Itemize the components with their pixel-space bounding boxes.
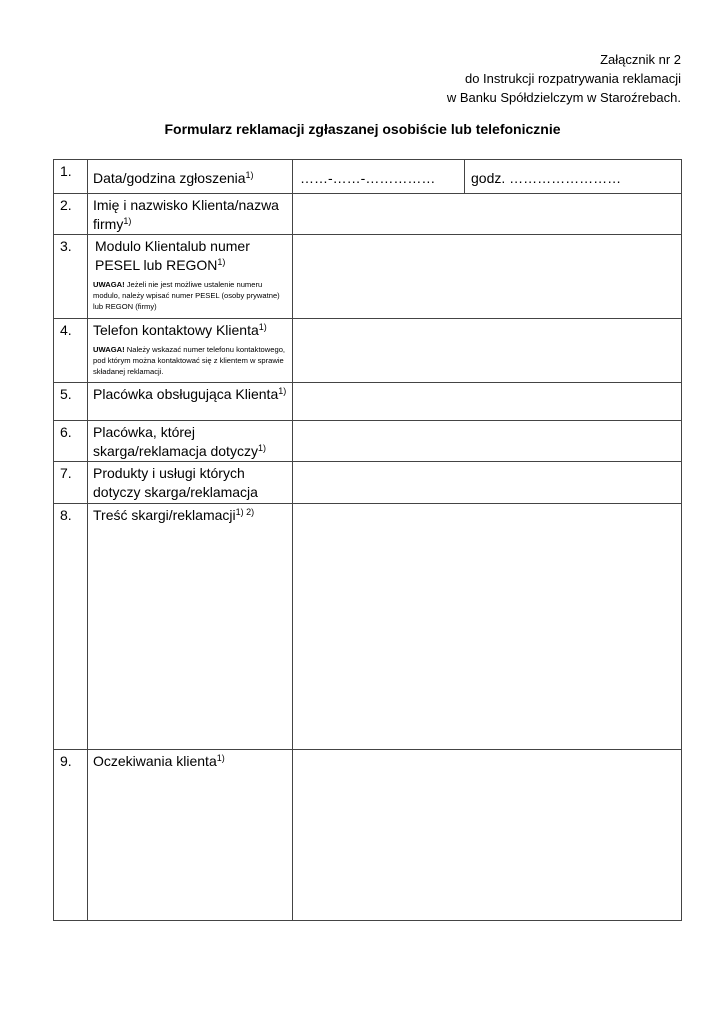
row-products [54,462,682,504]
time-field[interactable] [465,160,682,194]
row-label: Modulo Klientalub numer PESEL lub REGON$^{1)}$ UWAGA! Jeżeli nie jest możliwe ustalenie numeru modulo, należy wpisać numer PESEL (osoby prywatne) lub REGON (firmy) [88,235,293,319]
row-number: 6. [54,421,88,462]
time-placeholder: godz. …………………… [471,170,622,186]
row-number: 2. [54,194,88,235]
complaint-content-field[interactable] [293,504,682,750]
date-placeholder: ……-……-…………… [300,170,436,186]
footnote-ref: 1) [123,216,132,226]
row-label: Produkty i usługi których dotyczy skarga/reklamacja [88,462,293,504]
header-line-2: do Instrukcji rozpatrywania reklamacji [464,71,681,86]
row-phone [54,319,682,383]
row-label: Oczekiwania klienta$^{1)}$ [88,750,293,921]
row-date-time [54,160,682,194]
attachment-header [447,50,681,107]
row-label: Data/godzina zgłoszenia$^{1)}$ [88,160,293,194]
header-line-1: Załącznik nr 2 [600,52,681,67]
row-label: Placówka, której skarga/reklamacja dotyczy$^{1)}$ [88,421,293,462]
footnote-ref: 1) [278,386,287,396]
client-id-field[interactable] [293,235,682,319]
client-name-field[interactable] [293,194,682,235]
row-client-id [54,235,682,319]
footnote-ref: 1) [245,170,254,180]
row-number: 3. [54,235,88,319]
footnote-ref: 1) [216,753,225,763]
phone-field[interactable] [293,319,682,383]
complaint-form-table [53,159,682,921]
row-note: UWAGA! Jeżeli nie jest możliwe ustalenie numeru modulo, należy wpisać numer PESEL (osoby prywatne) lub REGON (firmy) [93,280,280,311]
branch-concerned-field[interactable] [293,421,682,462]
header-line-3: w Banku Spółdzielczym w Staroźrebach. [446,90,681,105]
expectations-field[interactable] [293,750,682,921]
row-complaint-content [54,504,682,750]
footnote-ref: 1) [217,257,226,267]
row-number: 8. [54,504,88,750]
row-number: 4. [54,319,88,383]
row-number: 7. [54,462,88,504]
row-label: Placówka obsługująca Klienta$^{1)}$ [88,383,293,421]
row-note: UWAGA! Należy wskazać numer telefonu kontaktowego, pod którym można kontaktować się z klientem w sprawie składanej reklamacji. [93,345,286,376]
date-field[interactable] [293,160,465,194]
row-expectations [54,750,682,921]
row-client-name [54,194,682,235]
footnote-ref: 1) 2) [235,507,255,517]
row-number: 9. [54,750,88,921]
footnote-ref: 1) [258,322,267,332]
row-label: Imię i nazwisko Klienta/nazwa firmy$^{1)}$ [88,194,293,235]
row-branch-serving [54,383,682,421]
row-label: Telefon kontaktowy Klienta$^{1)}$ UWAGA! Należy wskazać numer telefonu kontaktowego, pod którym można kontaktować się z klientem w sprawie składanej reklamacji. [88,319,293,383]
form-title: Formularz reklamacji zgłaszanej osobiście lub telefonicznie [164,121,561,137]
branch-serving-field[interactable] [293,383,682,421]
row-branch-concerned [54,421,682,462]
row-number: 1. [54,160,88,194]
footnote-ref: 1) [257,443,266,453]
products-field[interactable] [293,462,682,504]
row-label: Treść skargi/reklamacji$^{1) 2)}$ [88,504,293,750]
row-number: 5. [54,383,88,421]
